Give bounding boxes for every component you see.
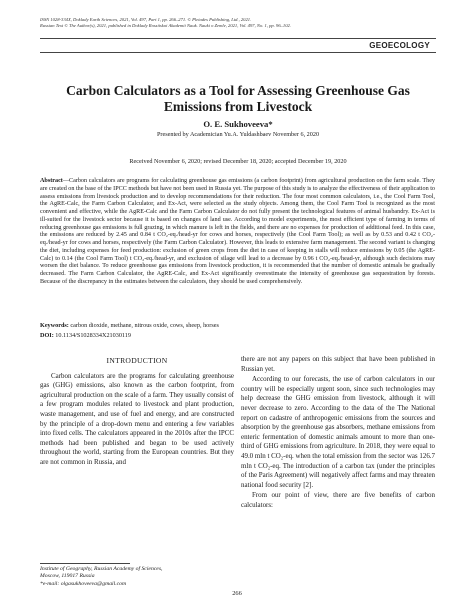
- article-author: O. E. Sukhoveeva*: [203, 119, 273, 129]
- body-column-left: [40, 356, 234, 468]
- keywords-label: Keywords:: [40, 322, 69, 329]
- footnote-rule: [40, 563, 130, 564]
- introduction-heading: INTRODUCTION: [106, 356, 168, 365]
- page-number: 266: [232, 590, 242, 597]
- body-column-right: [241, 355, 435, 511]
- running-header: [40, 17, 440, 30]
- email-link[interactable]: *e-mail: olgasukhoveeva@gmail.com: [40, 580, 127, 587]
- body-paragraph: there are not any papers on this subject that have been published in Russian yet.: [241, 355, 435, 373]
- body-paragraph: Carbon calculators are the programs for calculating greenhouse gas (GHG) emissions, also known as the carbon footprint, from agricultural production on the scale of a farm. They usually consist of a few program modules related to livestock and plant production, waste management, and use of fuel and energy, and are constructed by the principle of a drop-down menu and entering a few variables into fixed cells. The calculators appeared in the 2010s after the IPCC methods had been published and began to be used actively throughout the world, starting from the European countries. But they are not common in Russia, and: [40, 371, 234, 466]
- section-rule-top: [40, 38, 436, 39]
- body-paragraph: From our point of view, there are five benefits of carbon calculators:: [241, 491, 435, 509]
- article-title: Carbon Calculators as a Tool for Assessing Greenhouse Gas Emissions from Livestock: [66, 83, 410, 114]
- keywords: [40, 322, 435, 330]
- received-dates: Received November 6, 2020; revised December 18, 2020; accepted December 19, 2020: [129, 158, 347, 165]
- keywords-text: carbon dioxide, methane, nitrous oxide, cows, sheep, horses: [70, 322, 219, 329]
- doi-label: DOI:: [40, 332, 54, 339]
- section-bar: [40, 37, 436, 55]
- section-label: GEOECOLOGY: [369, 41, 430, 50]
- running-header-line-1: ISSN 1028-334X, Doklady Earth Sciences, 2021, Vol. 497, Part 1, pp. 266–271. © Pleiades Publishing, Ltd., 2021.: [40, 17, 252, 22]
- footnote: [40, 566, 240, 588]
- section-rule-bottom: [40, 52, 436, 53]
- body-paragraph: According to our forecasts, the use of carbon calculators in our country will be especially urgent soon, since such technologies may help decrease the GHG emission from livestock, although it will never decrease to zero. According to the data of the The National report on cadastre of anthropogenic emissions from the sources and absorption by the greenhouse gas absorbers, methane emissions from enteric fermentation of domestic animals amount to more than one-third of GHG emissions from agriculture. In 2018, they were equal to 49.0 mln t CO₂-eq. when the total emission from the sector was 126.7 mln t CO₂-eq. The introduction of a carbon tax (under the principles of the Paris Agreement) will negatively affect farms and may threaten national food security [2].: [241, 375, 435, 489]
- abstract-lead: Abstract: [40, 178, 63, 184]
- abstract: [40, 178, 435, 287]
- abstract-text: —Carbon calculators are programs for calculating greenhouse gas emissions (a carbon footprint) from agricultural production on the farm scale. They are created on the base of the IPCC methods but have not been used in Russia yet. The purpose of this study is to analyze the effectiveness of their application to assess emissions from livestock production and to develop recommendations for their reduction. The four most common calculators, i.e., the Cool Farm Tool, the AgRE-Calc, the Farm Carbon Calculator, and Ex-Act, were selected as the study objects. Among them, the Cool Farm Tool is recognized as the most convenient and effective, while the AgRE-Calc and the Farm Carbon Calculator do not fully present the technological features of animal husbandry. Ex-Act is ill-suited for the livestock sector because it is based on changes of land use. According to model experiments, the most efficient type of farming in terms of reducing greenhouse gas emissions is full grazing, in which manure is left in the fields, and there are no expenses for production of additional feed. In this case, the emissions are reduced by 2.45 and 0.84 t CO₂-eq./head-yr for cows and horses, respectively (the Cool Farm Tool); as well as by 0.53 and 0.42 t CO₂-eq./head-yr for cows and horses, respectively (the Farm Carbon Calculator). However, this leads to extensive farm management. The second variant is changing the diet, including expenses for feed production: exclusion of green crops from the diet in case of keeping in stalls will reduce emissions by 0.05 (the AgRE-Calc) to 0.14 (the Cool Farm Tool) t CO₂-eq./head-yr, and exclusion of silage will lead to a decrease by 0.96 t CO₂-eq./head-yr, although such decisions may worsen the diet balance. To reduce greenhouse gas emissions from livestock production, it is recommended that the number of domestic animals be gradually decreased. The Farm Carbon Calculator, the AgRE-Calc, and Ex-Act significantly overestimate the intensity of greenhouse gas sequestration by forests. Because of the discrepancy in the estimates between the calculators, they should be used comprehensively.: [40, 178, 435, 285]
- affiliation-line-1: Institute of Geography, Russian Academy of Sciences,: [40, 566, 163, 572]
- doi-link[interactable]: 10.1134/S1028334X21030119: [55, 332, 131, 339]
- affiliation-line-2: Moscow, 119017 Russia: [40, 573, 95, 580]
- doi: [40, 332, 435, 339]
- running-header-line-2: Russian Text © The Author(s), 2021, published in Doklady Rossiiskoi Akademii Nauk. Nauki o Zemle, 2021, Vol. 497, No. 1, pp. 96–102.: [40, 23, 291, 29]
- presented-by: Presented by Academician Yu.A. Yuldashbaev November 6, 2020: [156, 131, 320, 138]
